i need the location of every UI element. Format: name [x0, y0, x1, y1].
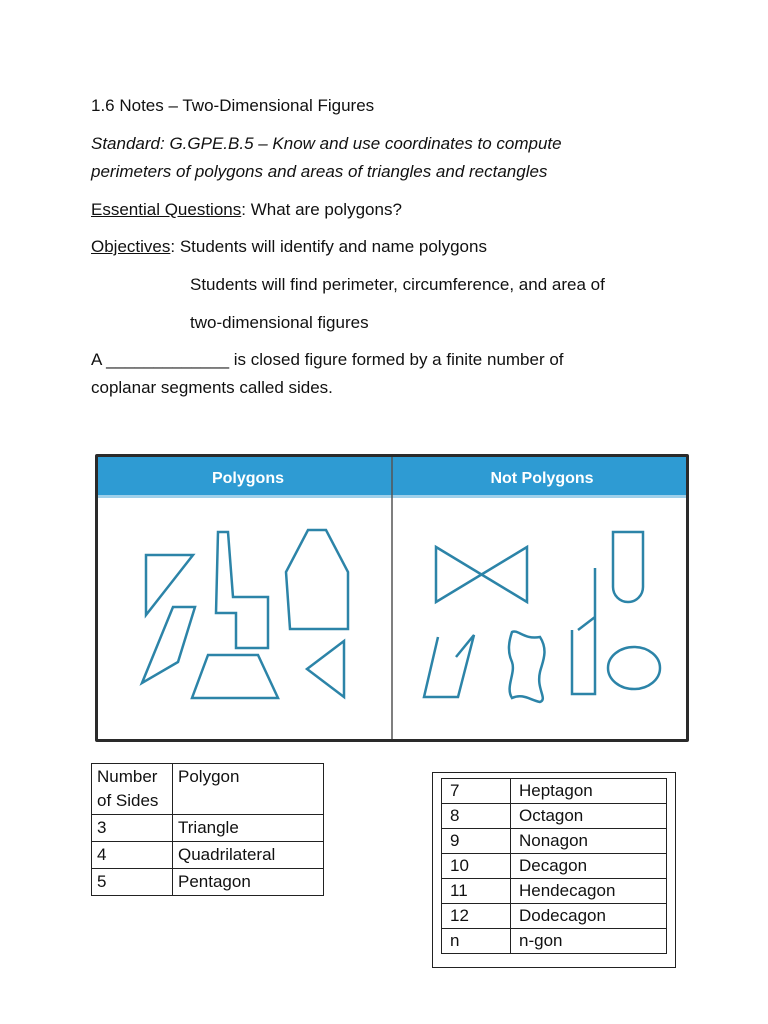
polygons-figure-svg — [98, 457, 686, 739]
polygon-name-cell: Quadrilateral — [173, 842, 324, 869]
polygons-figure — [95, 454, 689, 742]
not-polygon-ellipse — [608, 647, 660, 689]
sides-cell: 12 — [442, 904, 511, 929]
table-row — [442, 879, 667, 904]
sides-cell: 3 — [92, 815, 173, 842]
sides-cell: n — [442, 929, 511, 954]
sides-cell: 9 — [442, 829, 511, 854]
polygon-name-cell: Dodecagon — [511, 904, 667, 929]
polygon-pentagon — [286, 530, 348, 629]
objectives-line-2: Students will find perimeter, circumference, and area of — [190, 275, 605, 294]
standard-line-1: Standard: G.GPE.B.5 – Know and use coordinates to compute — [91, 134, 562, 153]
polygon-l-shape — [216, 532, 268, 648]
table-row — [442, 904, 667, 929]
polygon-name-cell: Nonagon — [511, 829, 667, 854]
polygon-name-cell: Pentagon — [173, 869, 324, 896]
polygon-name-cell: Hendecagon — [511, 879, 667, 904]
sides-cell: 7 — [442, 779, 511, 804]
table-row — [442, 854, 667, 879]
sides-cell: 5 — [92, 869, 173, 896]
sides-cell: 8 — [442, 804, 511, 829]
not-polygon-open-shape — [424, 635, 474, 697]
not-polygons-header: Not Polygons — [490, 470, 594, 487]
objectives-line-3: two-dimensional figures — [190, 313, 369, 332]
table-row — [92, 869, 324, 896]
polygon-name-cell: Decagon — [511, 854, 667, 879]
sides-cell: 4 — [92, 842, 173, 869]
table-row — [442, 929, 667, 954]
table-row — [92, 842, 324, 869]
sides-table-right-frame — [432, 772, 676, 968]
table-row — [92, 815, 324, 842]
table-row — [442, 829, 667, 854]
not-polygon-bowtie — [436, 547, 527, 602]
essential-questions-label: Essential Questions — [91, 200, 242, 219]
sides-table-left — [91, 763, 324, 896]
sides-table-right — [441, 778, 667, 954]
polygon-small-triangle — [307, 641, 344, 697]
not-polygon-curved-shape — [509, 631, 545, 702]
objectives-line-1: : Students will identify and name polygons — [170, 237, 487, 256]
table-row — [442, 779, 667, 804]
polygon-name-cell: Triangle — [173, 815, 324, 842]
table-row — [442, 804, 667, 829]
sides-cell: 10 — [442, 854, 511, 879]
polygon-name-cell: Octagon — [511, 804, 667, 829]
page-title: 1.6 Notes – Two-Dimensional Figures — [91, 96, 375, 115]
polygon-parallelogram — [142, 607, 195, 683]
polygon-name-cell: n-gon — [511, 929, 667, 954]
table-header-row — [92, 764, 324, 815]
definition-line-2: coplanar segments called sides. — [91, 378, 333, 397]
polygons-header: Polygons — [211, 470, 285, 487]
objectives — [91, 236, 487, 258]
objectives-label: Objectives — [91, 237, 171, 256]
essential-questions-text: : What are polygons? — [241, 200, 402, 219]
essential-questions — [91, 199, 402, 221]
not-polygon-u-shape — [613, 532, 643, 602]
definition-line-1: A _____________ is closed figure formed by a finite number of — [91, 350, 564, 369]
header-number-of-sides: Number of Sides — [92, 764, 173, 815]
not-polygon-open-quad — [572, 568, 595, 694]
polygon-name-cell: Heptagon — [511, 779, 667, 804]
standard-line-2: perimeters of polygons and areas of triangles and rectangles — [91, 162, 548, 181]
polygon-trapezoid — [192, 655, 278, 698]
header-polygon: Polygon — [173, 764, 324, 815]
sides-cell: 11 — [442, 879, 511, 904]
